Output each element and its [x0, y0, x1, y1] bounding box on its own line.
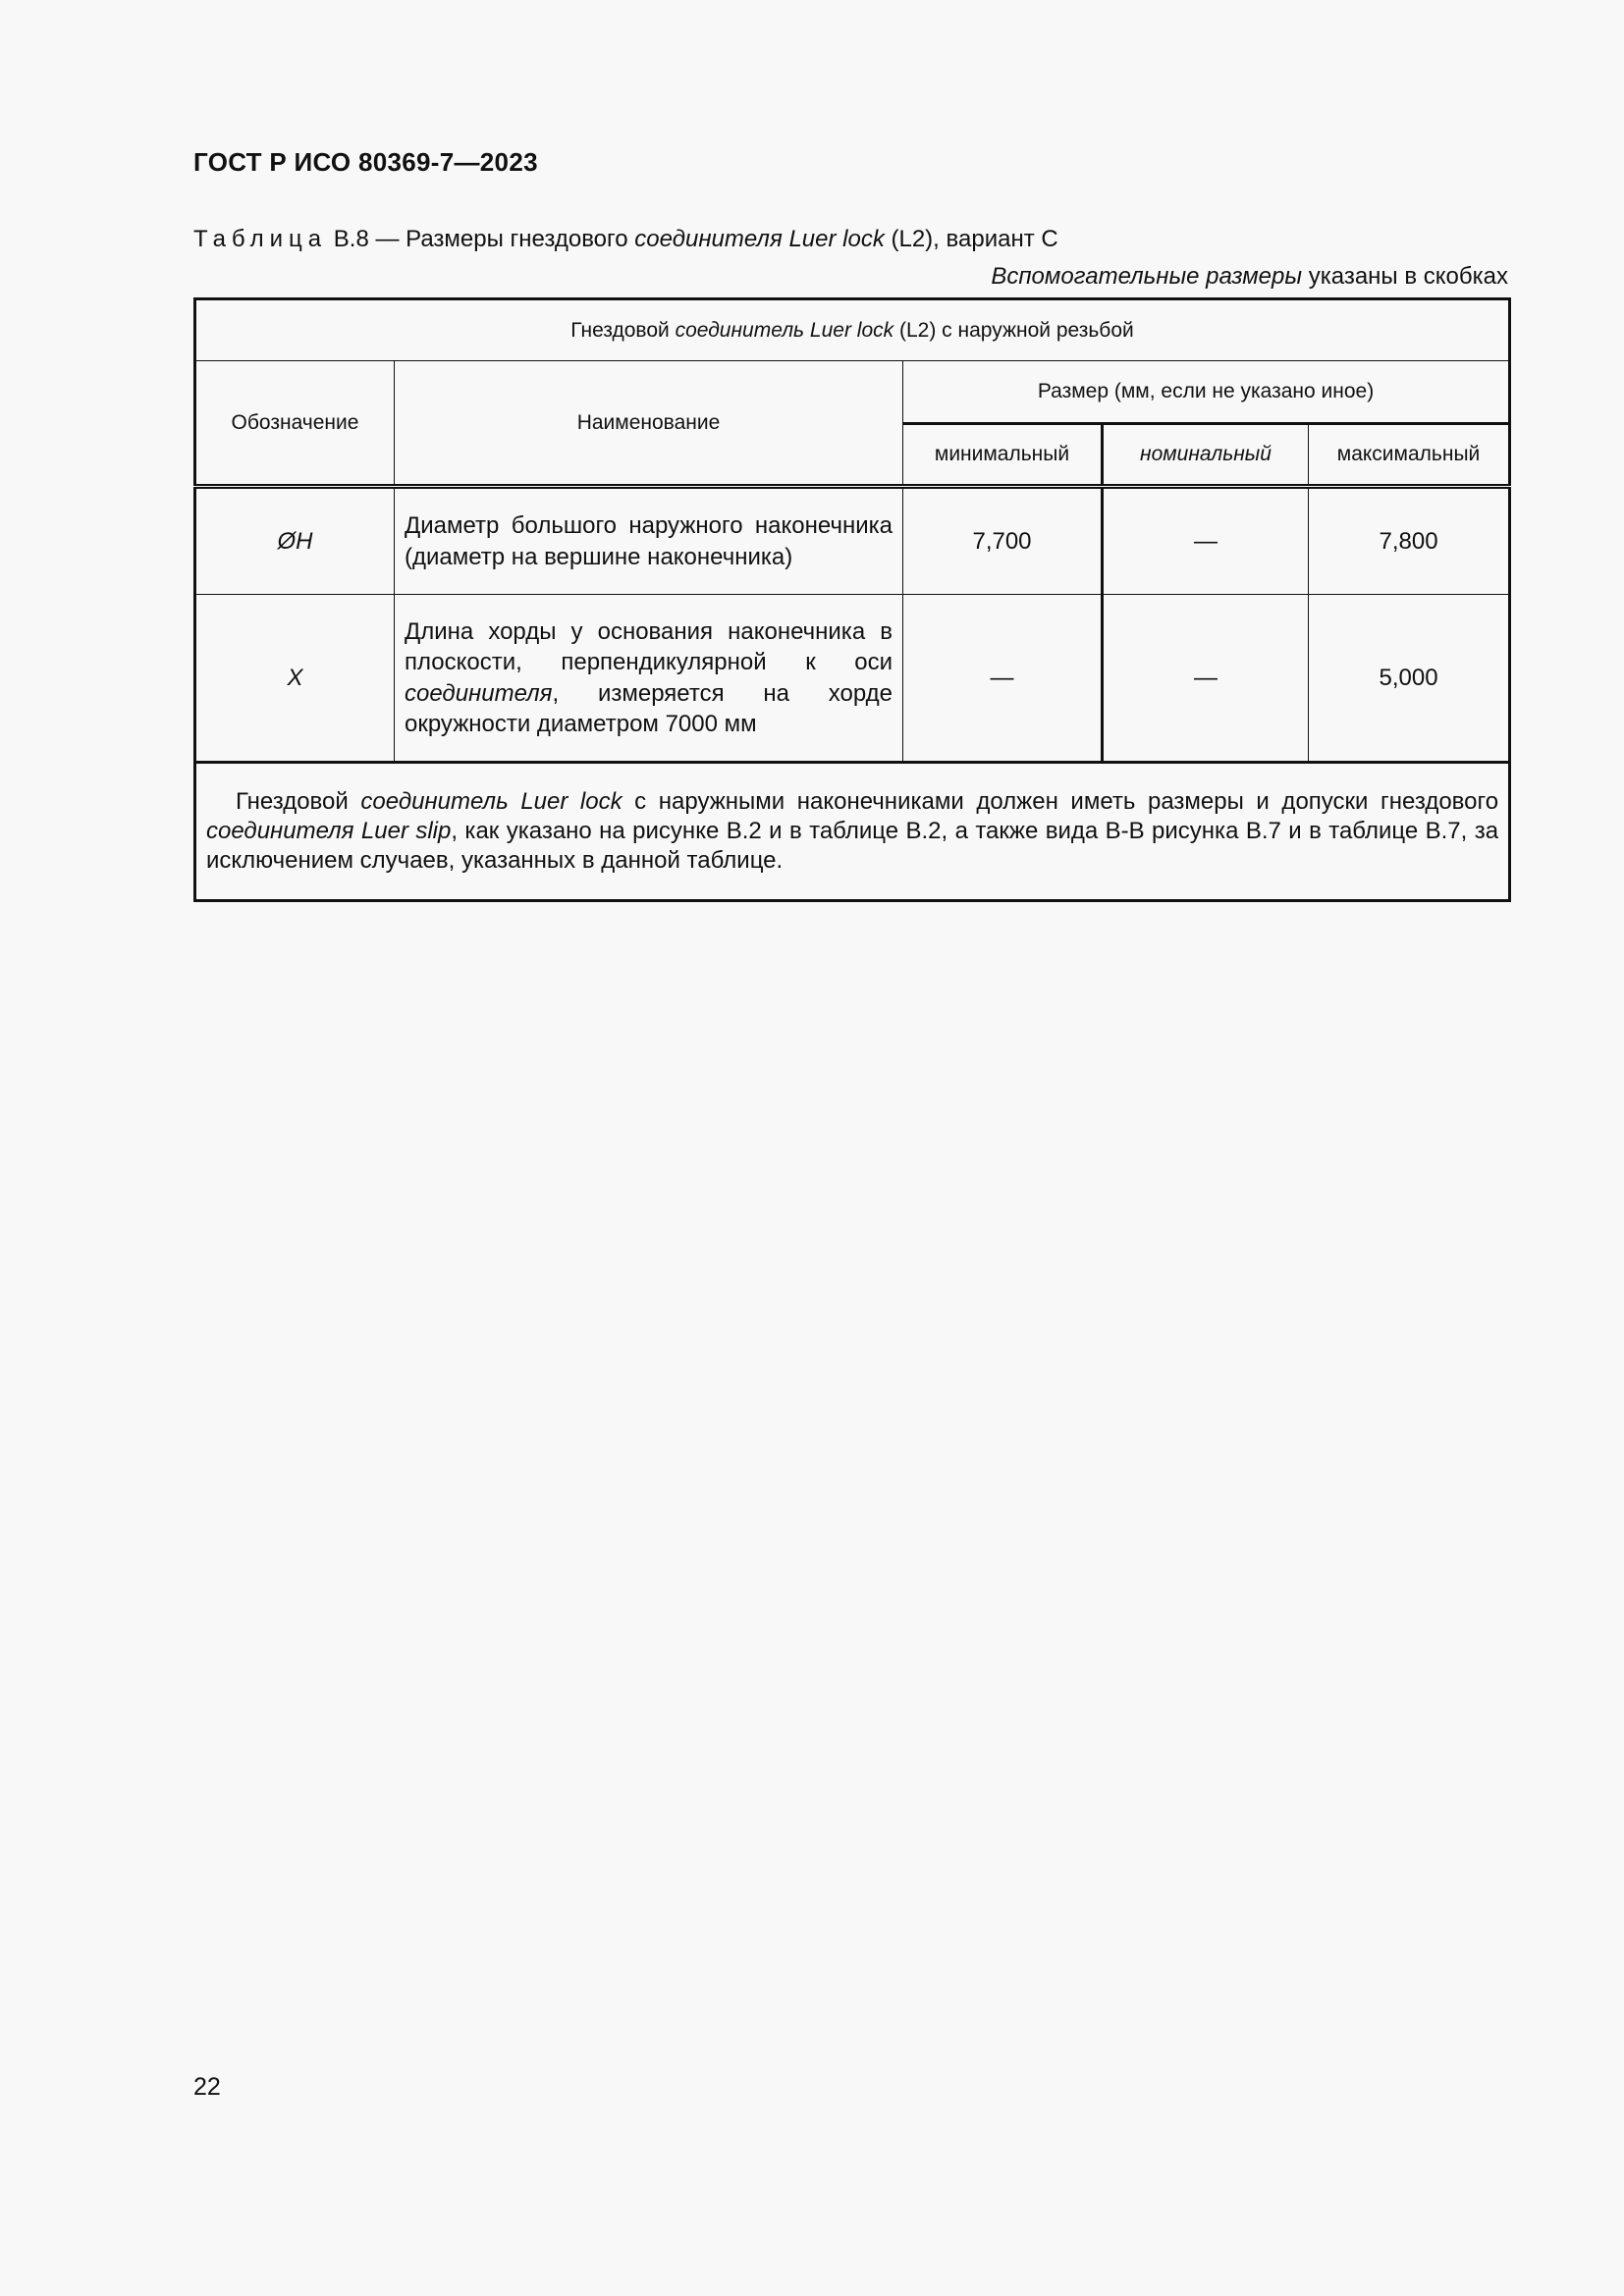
caption-rest: (L2), вариант С — [884, 226, 1058, 252]
row-nom: — — [1103, 487, 1309, 595]
col-header-max: максимальный — [1309, 424, 1510, 487]
table-row — [195, 595, 1510, 763]
row-max: 7,800 — [1309, 487, 1510, 595]
table-footnote-row — [195, 763, 1510, 901]
footnote-part-4: соединителя Luer slip — [206, 818, 452, 844]
table-footnote — [195, 763, 1510, 901]
table-title-row — [195, 299, 1510, 361]
row-name-pre: Диаметр большого наружного наконечника (диаметр на вершине наконечника) — [405, 512, 893, 570]
row-nom: — — [1103, 595, 1309, 763]
col-header-size: Размер (мм, если не указано иное) — [903, 361, 1510, 424]
col-header-name: Наименование — [395, 361, 903, 487]
table-title-italic: соединитель Luer lock — [675, 318, 894, 342]
row-min: — — [903, 595, 1103, 763]
caption-italic-term: соединителя Luer lock — [634, 226, 885, 252]
table-caption — [193, 226, 1058, 253]
footnote-part-5: , как указано на рисунке В.2 и в таблице В.2, а также вида В-В рисунка В.7 и в таблице В.7, за исключением случаев, указанных в данной таблице. — [206, 818, 1499, 874]
page-number: 22 — [193, 2073, 221, 2101]
note-rest: указаны в скобках — [1302, 263, 1508, 290]
row-min: 7,700 — [903, 487, 1103, 595]
table-title-post: (L2) с наружной резьбой — [893, 318, 1134, 342]
row-name-italic: соединителя — [405, 679, 553, 707]
row-name-post: , измеряется на хорде окружности диаметром 7000 мм — [405, 679, 893, 737]
table-row — [195, 487, 1510, 595]
header-row-1 — [195, 361, 1510, 424]
col-header-min: минимальный — [903, 424, 1103, 487]
table-note — [991, 263, 1508, 291]
row-max: 5,000 — [1309, 595, 1510, 763]
row-designation: X — [195, 595, 395, 763]
row-name-pre: Длина хорды у основания наконечника в плоскости, перпендикулярной к оси — [405, 618, 893, 676]
footnote-part-1: Гнездовой — [236, 788, 361, 815]
footnote-part-3: с наружными наконечниками должен иметь размеры и допуски гнездового — [622, 788, 1499, 815]
row-name — [395, 487, 903, 595]
row-name — [395, 595, 903, 763]
col-header-nom: номинальный — [1103, 424, 1309, 487]
row-designation: ØH — [195, 487, 395, 595]
caption-number: В.8 — Размеры гнездового — [327, 226, 635, 252]
note-italic: Вспомогательные размеры — [991, 263, 1303, 290]
dimensions-table — [193, 297, 1511, 902]
document-header: ГОСТ Р ИСО 80369-7—2023 — [193, 147, 538, 177]
table-title-pre: Гнездовой — [570, 318, 676, 342]
col-header-designation: Обозначение — [195, 361, 395, 487]
table-title-cell — [195, 299, 1510, 361]
caption-label: Таблица — [193, 226, 328, 252]
footnote-part-2: соединитель Luer lock — [360, 788, 623, 815]
